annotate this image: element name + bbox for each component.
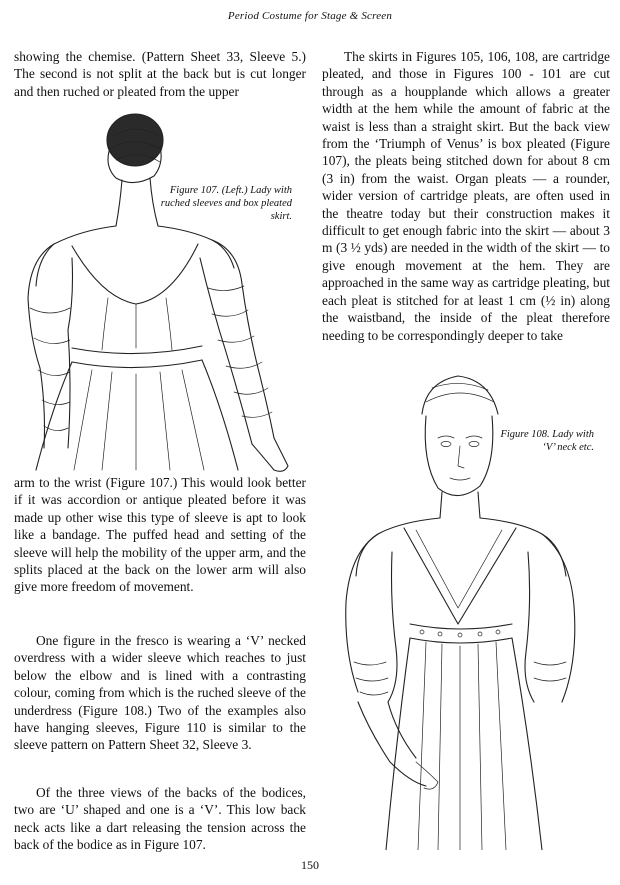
- left-paragraph-2: arm to the wrist (Figure 107.) This would look better if it was accordion or antique pleated before it was made up other wise this type of sleeve is apt to look like a bandage. The puffed head and setting of the sleeve will help the mobility of the upper arm, and the splits placed at the back on the lower arm will also give more freedom of movement.: [14, 475, 306, 595]
- left-paragraph-4: Of the three views of the backs of the bodices, two are ‘U’ shaped and one is a ‘V’. This low back neck acts like a dart releasing the tension across the back of the bodice as in Figure 107.: [14, 785, 306, 853]
- figure-107-caption: Figure 107. (Left.) Lady with ruched sleeves and box pleated skirt.: [160, 185, 292, 222]
- left-paragraph-1: showing the chemise. (Pattern Sheet 33, Sleeve 5.) The second is not split at the back but is cut longer and then ruched or pleated from the upper: [14, 49, 306, 99]
- figure-107-illustration: [12, 108, 312, 480]
- left-paragraph-3: One figure in the fresco is wearing a ‘V’ necked overdress with a wider sleeve which reaches to just below the elbow and is lined with a contrasting colour, coming from which is the ruched sleeve of the underdress (Figure 108.) Two of the examples also have hanging sleeves, Figure 110 is similar to the sleeve pattern on Pattern Sheet 32, Sleeve 3.: [14, 633, 306, 753]
- figure-108-caption: Figure 108. Lady with ‘V’ neck etc.: [500, 429, 594, 453]
- right-paragraph-1: The skirts in Figures 105, 106, 108, are cartridge pleated, and those in Figures 100 - 101 are cut through as a houpplande which allows a greater width at the hem while the amount of fabric at the waist is less than a straight skirt. But the back view from the ‘Triumph of Venus’ is box pleated (Figure 107), the pleats being stitched down for about 8 cm (3 in) from the waist. Organ pleats — a rounder, wider version of cartridge pleats, are often used in the theatre today but their construction makes it difficult to get enough fabric into the skirt — about 3 m (3 ½ yds) are needed in the width of the skirt — to give enough movement at the hem. They are approached in the same way as cartridge pleating, but each pleat is stitched for at least 1 cm (½ in) along the waistband, the inside of the pleat therefore needing to be correspondingly deeper to take: [322, 49, 610, 343]
- running-header: Period Costume for Stage & Screen: [227, 10, 393, 22]
- page-number: 150: [301, 858, 319, 872]
